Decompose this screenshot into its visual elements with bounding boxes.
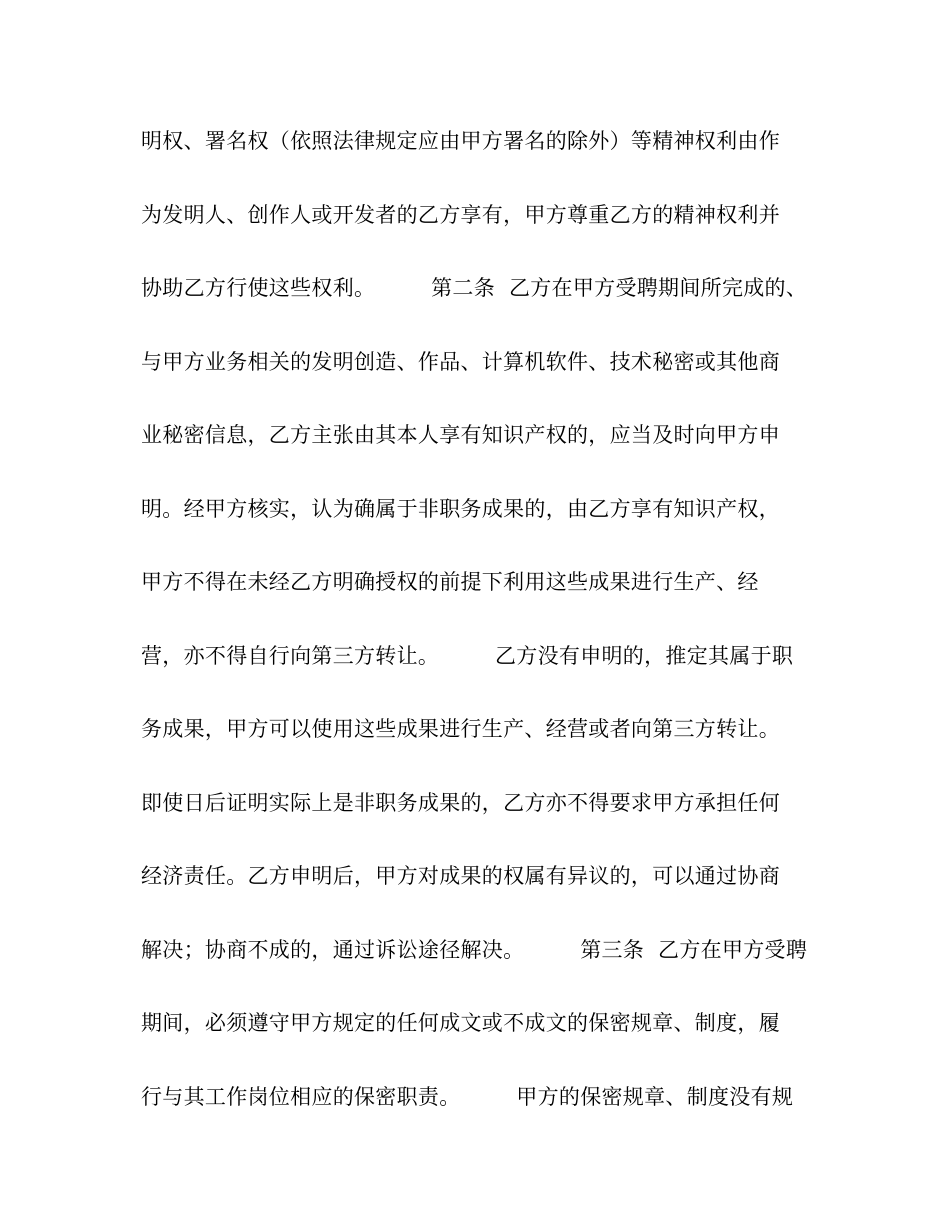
text-line: 明。经甲方核实，认为确属于非职务成果的，由乙方享有知识产权， [141,496,780,521]
text-line: 经济责任。乙方申明后，甲方对成果的权属有异议的，可以通过协商 [141,864,780,888]
text-line: 期间，必须遵守甲方规定的任何成文或不成文的保密规章、制度，履 [141,1011,780,1035]
text-line: 与甲方业务相关的发明创造、作品、计算机软件、技术秘密或其他商 [141,349,780,374]
text-line: 务成果，甲方可以使用这些成果进行生产、经营或者向第三方转让。 [141,717,780,741]
text-line: 明权、署名权（依照法律规定应由甲方署名的除外）等精神权利由作 [141,129,780,153]
text-line: 解决；协商不成的，通过诉讼途径解决。 第三条 乙方在甲方受聘 [141,937,808,962]
text-line: 营，亦不得自行向第三方转让。 乙方没有申明的，推定其属于职 [141,643,794,668]
text-line: 协助乙方行使这些权利。 第二条 乙方在甲方受聘期间所完成的、 [141,276,808,300]
text-line: 行与其工作岗位相应的保密职责。 甲方的保密规章、制度没有规 [141,1084,794,1109]
text-line: 即使日后证明实际上是非职务成果的，乙方亦不得要求甲方承担任何 [141,790,780,815]
text-line: 为发明人、创作人或开发者的乙方享有，甲方尊重乙方的精神权利并 [141,202,780,227]
body-text [141,121,821,1150]
text-line: 业秘密信息，乙方主张由其本人享有知识产权的，应当及时向甲方申 [141,423,780,447]
text-line: 甲方不得在未经乙方明确授权的前提下利用这些成果进行生产、经 [141,570,759,594]
